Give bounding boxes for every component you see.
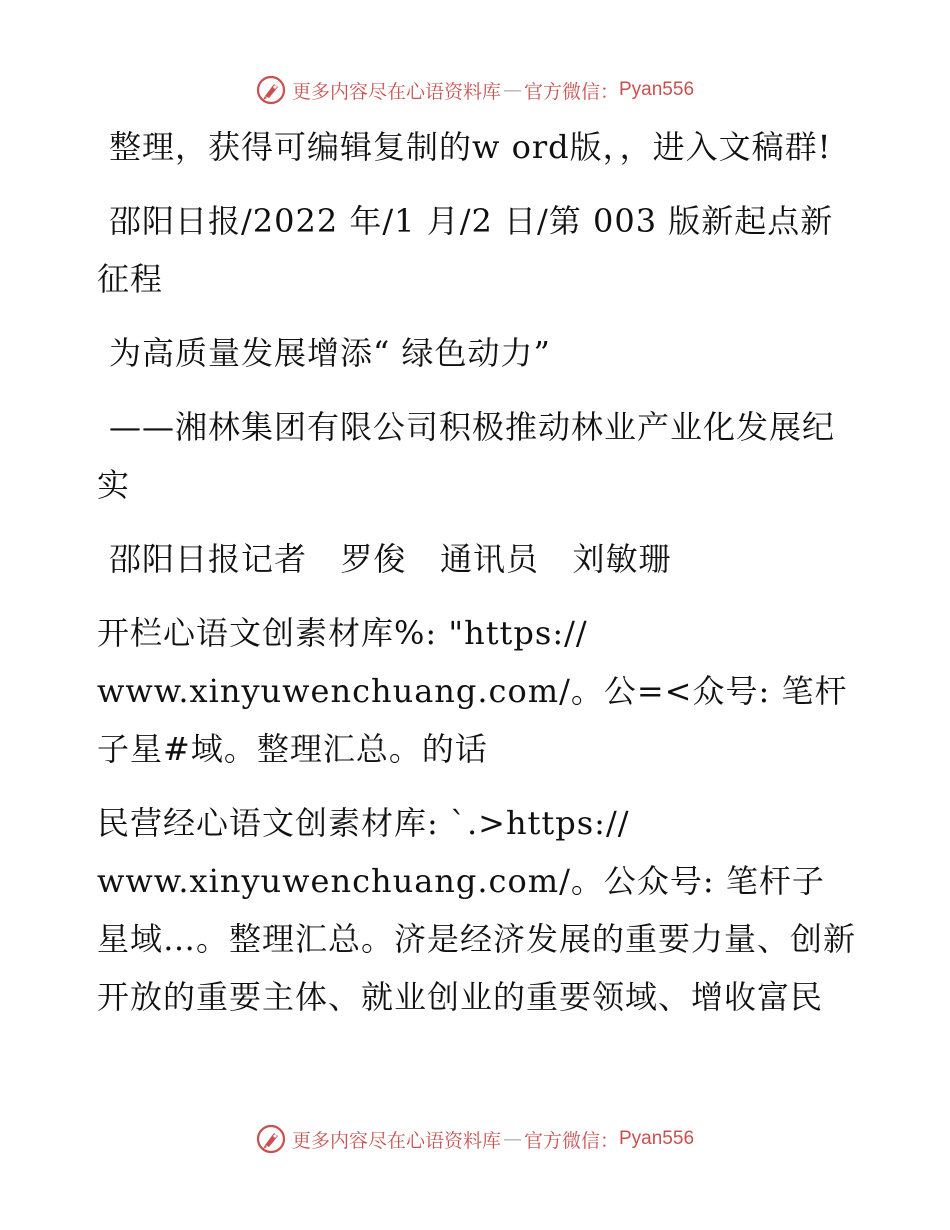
- paragraph-intro: 整理，获得可编辑复制的w ord版，，进入文稿群!: [109, 128, 832, 166]
- paragraph-column-intro: 开栏心语文创素材库%: "https://: [97, 614, 588, 652]
- watermark-label: 官方微信：: [523, 1129, 619, 1152]
- pen-nib-logo-icon: [256, 75, 286, 105]
- watermark-separator: —: [502, 1128, 522, 1150]
- paragraph-body-cont: www.xinyuwenchuang.com/。公众号: 笔杆子星域…。整理汇总。济是经济发展的重要力量、创新开放的重要主体、就业创业的重要领域、增收富民: [97, 862, 857, 1016]
- watermark-text: 更多内容尽在心语资料库: [291, 80, 501, 103]
- article-title: 为高质量发展增添“ 绿色动力”: [109, 334, 551, 372]
- header-watermark: [0, 72, 950, 108]
- document-body: [97, 118, 857, 1042]
- watermark-separator: —: [502, 79, 522, 101]
- watermark-text: 更多内容尽在心语资料库: [291, 1129, 501, 1152]
- paragraph-body: 民营经心语文创素材库: `.>https://: [97, 804, 630, 842]
- watermark-id: Pyan556: [619, 79, 695, 100]
- watermark-label: 官方微信：: [523, 80, 619, 103]
- article-byline: 邵阳日报记者 罗俊 通讯员 刘敏珊: [109, 540, 672, 578]
- watermark-id: Pyan556: [619, 1128, 695, 1149]
- paragraph-source: 邵阳日报/2022 年/1 月/2 日/第 003 版新起点新征程: [97, 202, 834, 298]
- paragraph-column-intro-cont: www.xinyuwenchuang.com/。公=<众号: 笔杆子星#域。整理汇总。的话: [97, 672, 848, 768]
- pen-nib-logo-icon: [256, 1124, 286, 1154]
- article-subtitle: ——湘林集团有限公司积极推动林业产业化发展纪实: [97, 408, 836, 504]
- footer-watermark: [0, 1121, 950, 1157]
